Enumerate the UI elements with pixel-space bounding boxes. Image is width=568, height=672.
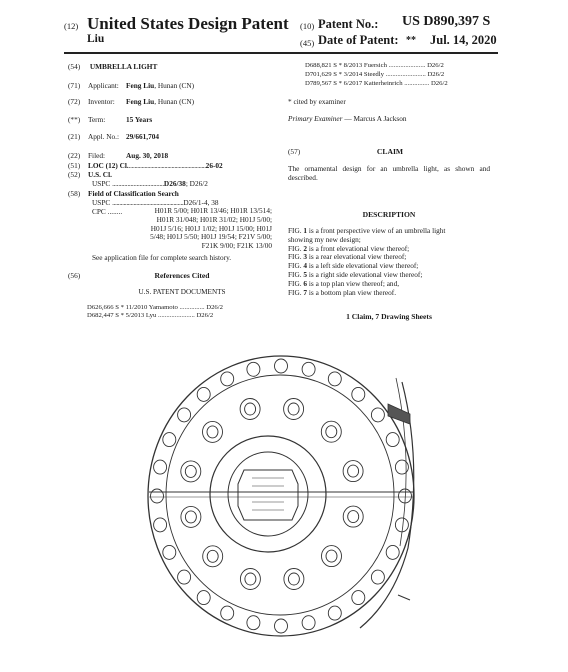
fig-text: is a bottom plan view thereof.: [307, 287, 397, 297]
led-lens: [288, 573, 299, 585]
cpc-line: 5/48; H01J 5/50; H01J 19/54; F21V 5/00;: [150, 232, 272, 242]
fig-lead: FIG.: [288, 278, 304, 288]
rim-hole: [302, 362, 315, 376]
led-lights: [181, 399, 363, 590]
cited-patent-star: *: [338, 71, 342, 78]
cited-patent-date: 11/2010: [125, 304, 148, 311]
field-code: (**): [68, 115, 81, 124]
fig-text: is a top plan view thereof; and,: [307, 278, 400, 288]
field-label: Inventor:: [88, 97, 115, 106]
leader-dots: ...............: [404, 80, 430, 87]
see-application-note: See application file for complete search history.: [92, 253, 232, 262]
rim-notch-2: [398, 595, 410, 600]
patent-date: Jul. 14, 2020: [430, 33, 497, 47]
rim-hole: [221, 372, 234, 386]
examiner-label: Primary Examiner: [288, 114, 343, 123]
field-label: Field of Classification Search: [88, 189, 179, 198]
led-lens: [185, 511, 196, 523]
rim-hole: [302, 616, 315, 630]
rim-hole: [352, 591, 365, 605]
led-light: [322, 546, 342, 567]
claim-text: The ornamental design for an umbrella light, as shown and described.: [288, 164, 490, 182]
led-light: [284, 399, 304, 420]
led-light: [343, 506, 363, 527]
refs-code: (56): [68, 271, 81, 280]
appl-number: 29/661,704: [126, 132, 160, 141]
hub-clip: [238, 470, 298, 520]
cited-patent-number: D701,629: [305, 71, 332, 78]
applicant-name: Feng Liu: [126, 81, 155, 90]
figure-description-cont: showing my new design;: [288, 234, 361, 244]
filed-date: Aug. 30, 2018: [126, 151, 169, 160]
led-light: [321, 421, 341, 442]
cited-patent-name: Steedly: [363, 71, 384, 78]
led-light: [181, 506, 201, 527]
claims-drawing-sheets: 1 Claim, 7 Drawing Sheets: [346, 312, 432, 321]
cited-patent-kind: S: [333, 80, 337, 87]
cited-patent-class: D26/2: [427, 71, 445, 78]
fig-text: is a rear elevational view thereof;: [307, 252, 407, 262]
cited-by-examiner: * cited by examiner: [288, 97, 346, 106]
field-code: (22): [68, 151, 81, 160]
cited-patent-kind: S: [333, 71, 337, 78]
fig-lead: FIG.: [288, 226, 304, 235]
fig-text: is a left side elevational view thereof;: [307, 261, 419, 271]
rim-hole: [371, 570, 384, 584]
led-light: [240, 569, 260, 590]
cited-patent-number: D789,567: [305, 80, 332, 87]
led-light: [284, 569, 304, 590]
cited-patent-date: 6/2017: [343, 80, 363, 87]
cited-patent-number: D688,821: [305, 62, 332, 69]
inventor-location: , Hunan (CN): [154, 97, 195, 106]
kind-code: (12): [64, 21, 79, 31]
fig-lead: FIG.: [288, 252, 304, 262]
led-light: [343, 461, 363, 482]
description-title: DESCRIPTION: [362, 210, 416, 219]
applicant-location: , Hunan (CN): [154, 81, 195, 90]
led-light: [203, 421, 223, 442]
examiner-name: — Marcus A Jackson: [342, 114, 407, 123]
leader-dots: ..................................................: [112, 198, 184, 207]
cited-patent-class: D26/2: [427, 62, 444, 69]
cited-patent-name: Fuersich: [363, 62, 387, 69]
field-code: (72): [68, 97, 81, 106]
cited-patent-kind: S: [115, 304, 119, 311]
rim-hole: [221, 606, 234, 620]
led-light: [203, 546, 223, 567]
field-code: (21): [68, 132, 81, 141]
fig-number: 4: [303, 261, 308, 271]
cpc-line: H01J 5/16; H01J 1/02; H01J 15/00; H01J: [150, 223, 272, 233]
field-label: Term:: [88, 115, 106, 124]
leader-dots: ..................................: [112, 179, 164, 188]
rim-hole: [275, 619, 288, 633]
fig-text: is a front elevational view thereof;: [307, 243, 410, 253]
date-stars: **: [406, 35, 416, 46]
uspc-value: D26/38: [163, 179, 186, 188]
led-lens: [207, 426, 218, 438]
cited-patent-star: *: [338, 80, 342, 87]
cited-patent-star: *: [120, 304, 124, 311]
rim-notch: [388, 404, 410, 424]
uspc-value-2: ; D26/2: [185, 179, 208, 188]
fig-number: 2: [303, 243, 308, 253]
leader-dots: ......................: [388, 62, 426, 69]
uspc-search-value: D26/1-4, 38: [183, 198, 219, 207]
field-label: Filed:: [88, 151, 106, 160]
disc-inner-edge: [166, 375, 394, 615]
fig-number: 1: [303, 226, 308, 235]
loc-value: 26-02: [205, 161, 223, 170]
rim-holes: [151, 359, 412, 633]
cited-patent-name: Lyu: [145, 312, 157, 319]
references-title: References Cited: [154, 271, 210, 280]
date-code: (45): [300, 38, 315, 48]
disc-outer-edge: [148, 356, 414, 636]
field-code: (71): [68, 81, 81, 90]
uspc-label: USPC: [92, 179, 111, 188]
led-lens: [326, 426, 337, 438]
fig-text: is a front perspective view of an umbrella light: [307, 226, 446, 235]
led-lens: [348, 511, 359, 523]
fig-lead: FIG.: [288, 243, 304, 253]
field-label: U.S. Cl.: [88, 170, 112, 179]
led-lens: [207, 550, 218, 562]
term-value: 15 Years: [126, 115, 153, 124]
field-code: (51): [68, 161, 81, 170]
claim-code: (57): [288, 147, 301, 156]
uspc-label: USPC: [92, 198, 111, 207]
cited-patent-class: D26/2: [196, 312, 214, 319]
field-code: (54): [68, 62, 81, 71]
leader-dots: ......................: [158, 312, 195, 319]
rim-hole: [154, 460, 167, 474]
cpc-line: H01R 5/00; H01R 13/46; H01R 13/514;: [154, 206, 272, 215]
fig-lead: FIG.: [288, 287, 304, 297]
field-code: (58): [68, 189, 81, 198]
patent-type-title: United States Design Patent: [87, 14, 289, 33]
rim-hole: [178, 570, 191, 584]
rim-hole: [197, 387, 210, 401]
cpc-line: H01R 31/048; H01R 31/02; H01J 5/00;: [156, 214, 272, 224]
rim-hole: [197, 591, 210, 605]
claim-title: CLAIM: [376, 147, 404, 156]
cited-patent-class: D26/2: [430, 80, 448, 87]
cited-patent-number: D682,447: [87, 312, 114, 319]
cited-patent-name: Yamamoto: [148, 304, 178, 311]
rim-hole: [163, 433, 176, 447]
cpc-label: CPC ........: [92, 207, 123, 216]
cited-patent-date: 3/2014: [343, 71, 363, 78]
rim-hole: [328, 606, 341, 620]
led-lens: [348, 465, 359, 477]
us-patent-documents-title: U.S. PATENT DOCUMENTS: [138, 288, 226, 296]
cpc-line: F21K 9/00; F21K 13/00: [201, 241, 272, 251]
inventor-surname: Liu: [87, 33, 105, 45]
led-lens: [185, 465, 196, 477]
cited-patent-number: D626,666: [87, 304, 114, 311]
inventor-name: Feng Liu: [126, 97, 155, 106]
fig-number: 3: [303, 252, 308, 262]
rim-hole: [328, 372, 341, 386]
led-lens: [245, 573, 256, 585]
rim-hole: [386, 433, 399, 447]
rim-hole: [352, 387, 365, 401]
leader-dots: ......................................................: [128, 161, 206, 170]
led-lens: [245, 403, 256, 415]
rim-hole: [386, 545, 399, 559]
cited-patent-kind: S: [333, 62, 337, 69]
cited-patent-date: 5/2013: [125, 312, 145, 319]
field-label: Appl. No.:: [88, 132, 120, 141]
cited-patent-kind: S: [115, 312, 119, 319]
leader-dots: ...............: [179, 304, 205, 311]
cited-patent-date: 8/2013: [343, 62, 363, 69]
led-lens: [326, 550, 337, 562]
field-code: (52): [68, 170, 81, 179]
patent-no-label: Patent No.:: [318, 17, 379, 31]
date-label: Date of Patent:: [318, 33, 399, 47]
rim-hole: [371, 408, 384, 422]
rim-hole: [247, 362, 260, 376]
rim-hole: [151, 489, 164, 503]
hub-inner: [228, 452, 308, 536]
cited-patent-name: Katterheinrich: [363, 80, 403, 87]
fig-lead: FIG.: [288, 261, 304, 271]
hub-outer: [210, 436, 326, 552]
field-label: Applicant:: [88, 81, 119, 90]
fig-number: 5: [303, 269, 308, 279]
rim-hole: [395, 518, 408, 532]
patent-number: US D890,397 S: [402, 14, 491, 29]
led-light: [240, 399, 260, 420]
hub-clip-teeth: [252, 478, 284, 510]
rim-hole: [178, 408, 191, 422]
rim-hole: [247, 616, 260, 630]
fig-number: 6: [303, 278, 308, 288]
leader-dots: ........................: [385, 71, 426, 78]
rim-hole: [163, 545, 176, 559]
rim-hole: [154, 518, 167, 532]
patent-no-code: (10): [300, 21, 315, 31]
design-title: UMBRELLA LIGHT: [89, 62, 158, 71]
fig-text: is a right side elevational view thereof;: [307, 269, 423, 279]
fig-lead: FIG.: [288, 269, 304, 279]
cited-patent-star: *: [120, 312, 124, 319]
field-label: LOC (12) Cl.: [88, 161, 129, 170]
led-light: [181, 461, 201, 482]
cited-patent-class: D26/2: [206, 304, 223, 311]
fig-number: 7: [303, 287, 308, 297]
cited-patent-star: *: [338, 62, 342, 69]
rim-hole: [275, 359, 288, 373]
led-lens: [288, 403, 299, 415]
